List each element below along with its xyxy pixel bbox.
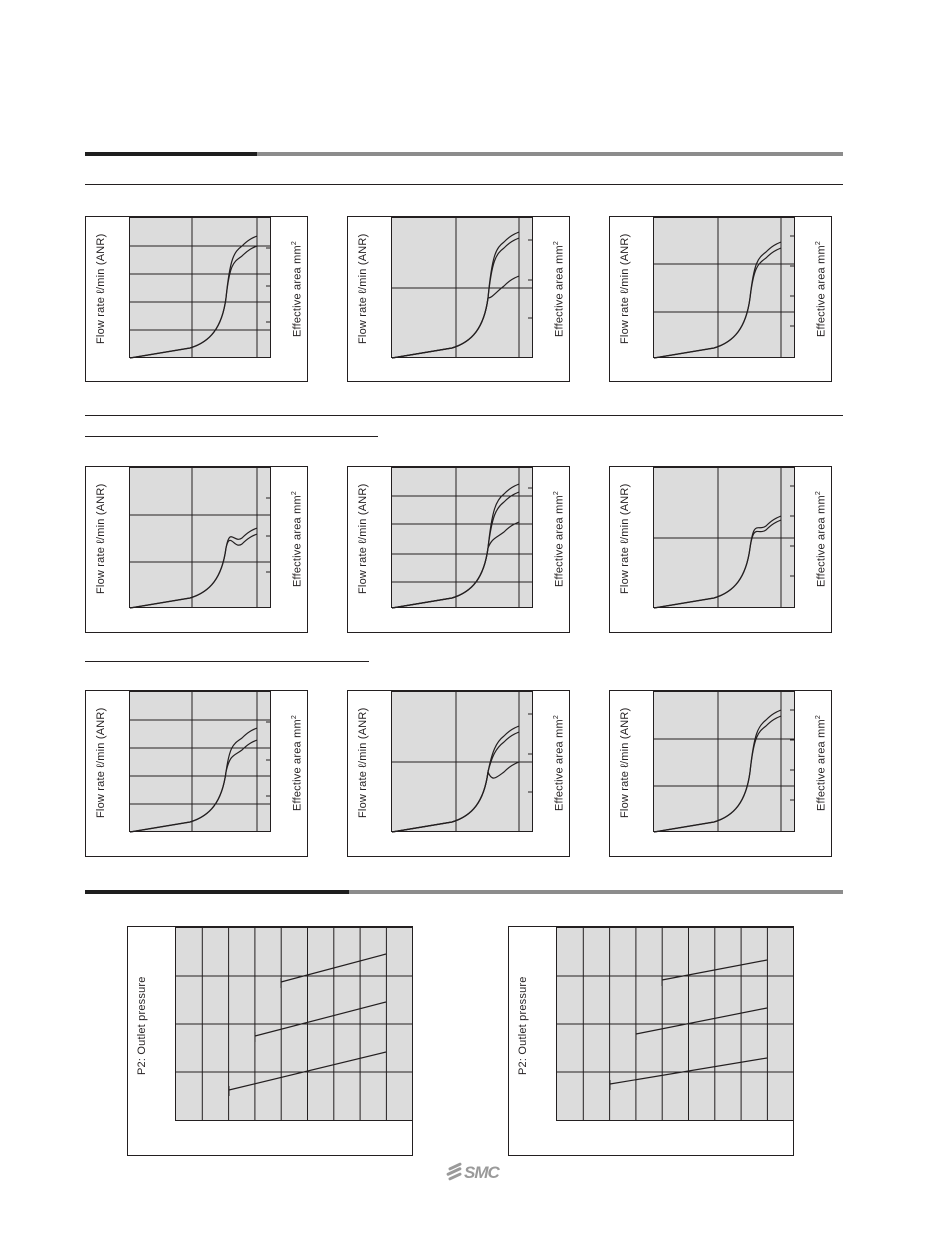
section-rule-dark [85, 152, 257, 156]
y2-axis-label: Effective area $mm^2$ [553, 491, 566, 587]
plot-area [175, 927, 413, 1121]
plot-area [129, 217, 271, 358]
flow-curves [392, 468, 534, 609]
subsection-underline [85, 661, 369, 662]
y-axis-label: Flow rate ℓ/min (ANR) [619, 233, 631, 344]
plot-area [391, 691, 533, 832]
divider [85, 184, 843, 185]
y2-axis-label: Effective area $mm^2$ [815, 241, 828, 337]
y2-axis-label: Effective area $mm^2$ [291, 241, 304, 337]
y-axis-label: P2: Outlet pressure [136, 976, 148, 1075]
y2-axis-label: Effective area $mm^2$ [553, 241, 566, 337]
flow-curve [130, 528, 257, 608]
y2-axis-label: Effective area $mm^2$ [291, 491, 304, 587]
flow-curve [130, 728, 257, 832]
flow-chart-panel [347, 466, 570, 633]
flow-curves [654, 692, 796, 833]
divider [85, 415, 843, 416]
y-axis-label: Flow rate ℓ/min (ANR) [357, 707, 369, 818]
section-rule-dark [85, 890, 349, 894]
y-axis-label: P2: Outlet pressure [517, 976, 529, 1075]
y2-axis-label: Effective area $mm^2$ [291, 715, 304, 811]
smc-logo [446, 1160, 508, 1182]
plot-area [391, 467, 533, 608]
pressure-chart-panel [127, 926, 413, 1156]
pressure-line [255, 1002, 386, 1036]
plot-area [653, 217, 795, 358]
y-axis-label: Flow rate ℓ/min (ANR) [619, 483, 631, 594]
flow-chart-panel [347, 216, 570, 382]
subsection-underline [85, 436, 378, 437]
y-axis-label: Flow rate ℓ/min (ANR) [95, 483, 107, 594]
plot-area [653, 467, 795, 608]
y-axis-label: Flow rate ℓ/min (ANR) [357, 483, 369, 594]
flow-curves [654, 218, 796, 359]
y-axis-label: Flow rate ℓ/min (ANR) [357, 233, 369, 344]
flow-curves [392, 692, 534, 833]
flow-chart-panel [85, 216, 308, 382]
section-rule-gray [257, 152, 843, 156]
flow-curves [130, 218, 272, 359]
pressure-lines [176, 928, 414, 1122]
plot-area [556, 927, 794, 1121]
y-axis-label: Flow rate ℓ/min (ANR) [619, 707, 631, 818]
section-rule-gray [349, 890, 843, 894]
y-axis-label: Flow rate ℓ/min (ANR) [95, 233, 107, 344]
y2-axis-label: Effective area $mm^2$ [815, 715, 828, 811]
flow-curves [130, 692, 272, 833]
flow-chart-panel [609, 690, 832, 857]
flow-curves [392, 218, 534, 359]
pressure-lines [557, 928, 795, 1122]
pressure-chart-panel [508, 926, 794, 1156]
y2-axis-label: Effective area $mm^2$ [815, 491, 828, 587]
y2-axis-label: Effective area $mm^2$ [553, 715, 566, 811]
flow-chart-panel [609, 466, 832, 633]
flow-chart-panel [85, 690, 308, 857]
flow-chart-panel [609, 216, 832, 382]
flow-chart-panel [85, 466, 308, 633]
flow-curves [130, 468, 272, 609]
flow-curve [130, 534, 257, 608]
plot-area [391, 217, 533, 358]
flow-curve [130, 236, 257, 358]
plot-area [129, 467, 271, 608]
svg-text:SMC: SMC [464, 1163, 499, 1182]
plot-area [129, 691, 271, 832]
plot-area [653, 691, 795, 832]
flow-curve [130, 740, 257, 832]
flow-curves [654, 468, 796, 609]
flow-chart-panel [347, 690, 570, 857]
pressure-line [636, 1008, 767, 1034]
y-axis-label: Flow rate ℓ/min (ANR) [95, 707, 107, 818]
